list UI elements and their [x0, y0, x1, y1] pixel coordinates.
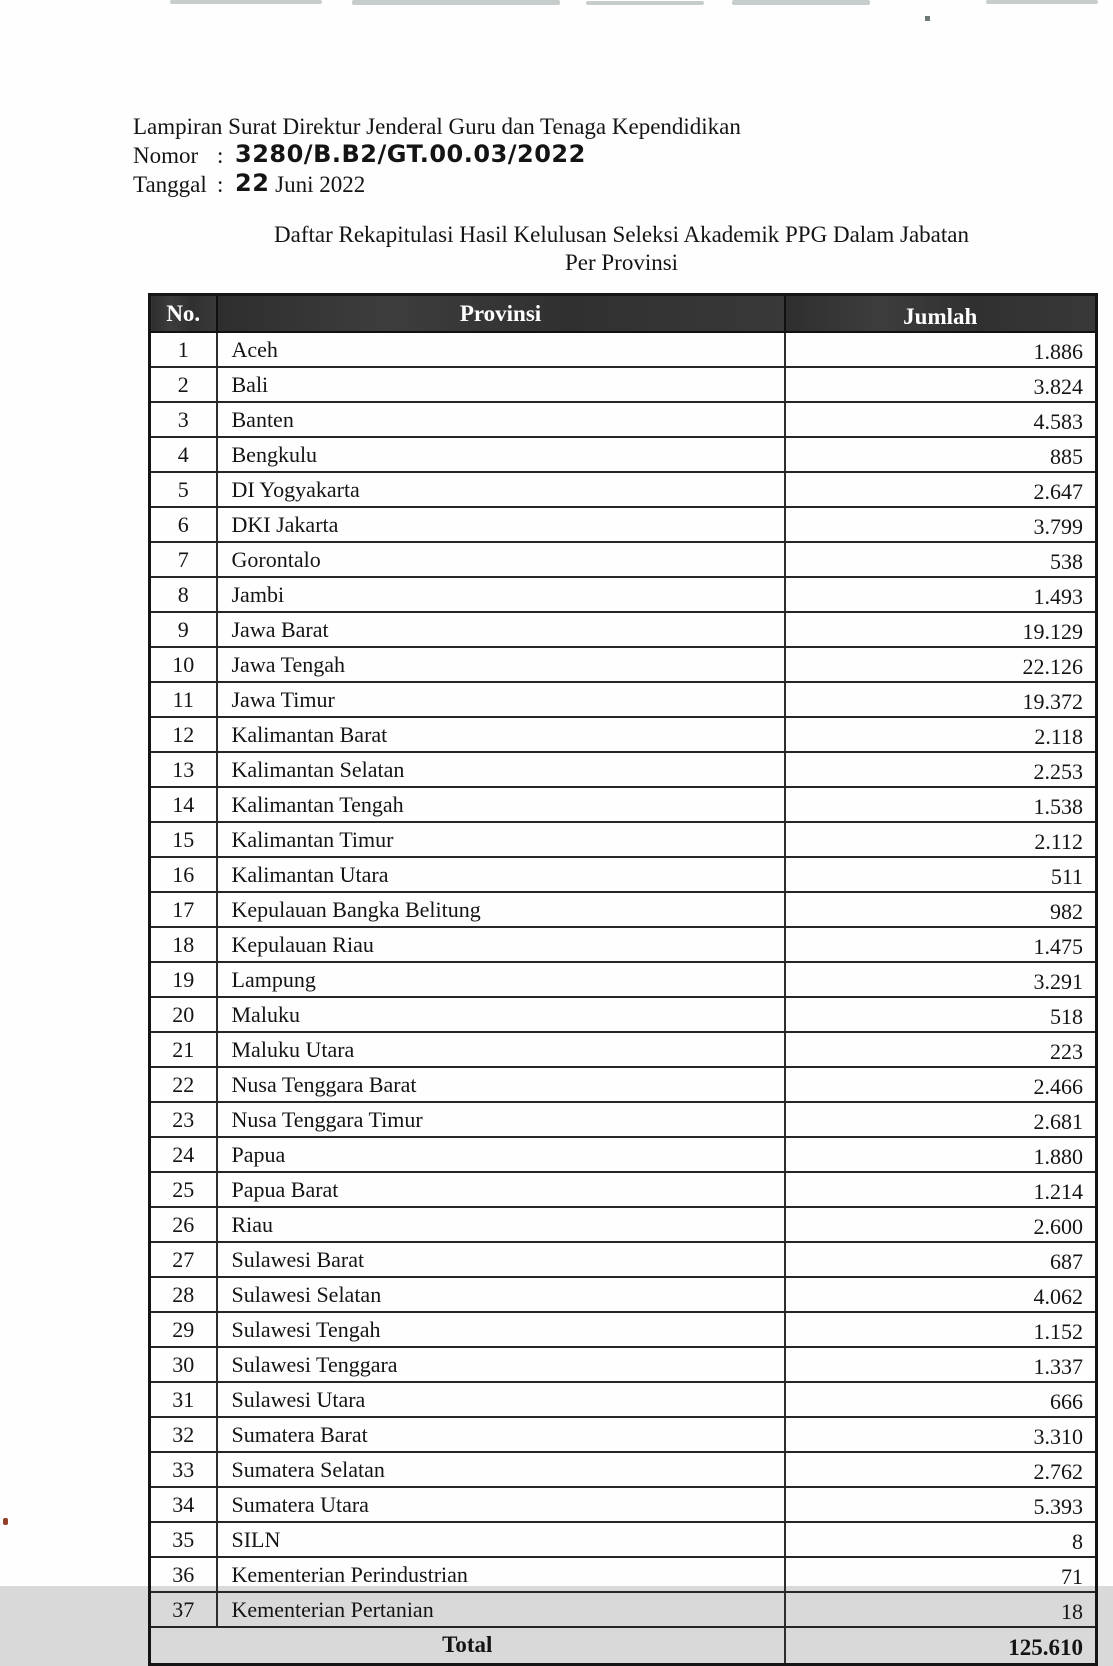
nomor-value-handwritten: 3280/B.B2/GT.00.03/2022 [235, 140, 586, 168]
row-number-cell: 22 [150, 1067, 217, 1102]
row-number-cell: 8 [150, 577, 217, 612]
count-cell: 2.647 [785, 472, 1097, 507]
row-number-cell: 5 [150, 472, 217, 507]
count-cell: 1.538 [785, 787, 1097, 822]
row-number-cell: 34 [150, 1487, 217, 1522]
row-number-cell: 23 [150, 1102, 217, 1137]
table-row [150, 822, 1097, 857]
table-row [150, 1452, 1097, 1487]
count-cell: 19.129 [785, 612, 1097, 647]
row-number-cell: 16 [150, 857, 217, 892]
count-cell: 5.393 [785, 1487, 1097, 1522]
table-row [150, 1067, 1097, 1102]
table-row [150, 507, 1097, 542]
row-number-cell: 36 [150, 1557, 217, 1592]
table-row [150, 1557, 1097, 1592]
tanggal-line [133, 170, 741, 199]
scan-artifact [732, 0, 870, 5]
province-cell: DI Yogyakarta [217, 472, 785, 507]
total-label: Total [150, 1627, 785, 1664]
row-number-cell: 2 [150, 367, 217, 402]
row-number-cell: 15 [150, 822, 217, 857]
row-number-cell: 26 [150, 1207, 217, 1242]
province-cell: Jambi [217, 577, 785, 612]
count-cell: 1.886 [785, 332, 1097, 367]
province-cell: Kepulauan Bangka Belitung [217, 892, 785, 927]
tanggal-colon: : [217, 172, 224, 197]
table-row [150, 1382, 1097, 1417]
count-cell: 2.600 [785, 1207, 1097, 1242]
table-row [150, 1417, 1097, 1452]
table-row [150, 1032, 1097, 1067]
table-row [150, 367, 1097, 402]
count-cell: 2.118 [785, 717, 1097, 752]
table-header [150, 295, 1097, 333]
province-cell: Sumatera Utara [217, 1487, 785, 1522]
letterhead [133, 112, 741, 199]
table-row [150, 1312, 1097, 1347]
province-cell: Nusa Tenggara Barat [217, 1067, 785, 1102]
province-cell: Sulawesi Tengah [217, 1312, 785, 1347]
table-row [150, 1277, 1097, 1312]
count-cell: 518 [785, 997, 1097, 1032]
count-cell: 982 [785, 892, 1097, 927]
row-number-cell: 21 [150, 1032, 217, 1067]
table-footer [150, 1627, 1097, 1664]
count-cell: 2.112 [785, 822, 1097, 857]
row-number-cell: 10 [150, 647, 217, 682]
count-cell: 3.310 [785, 1417, 1097, 1452]
count-cell: 8 [785, 1522, 1097, 1557]
scan-artifact [986, 0, 1098, 4]
scan-artifact [925, 16, 930, 21]
province-cell: Sulawesi Utara [217, 1382, 785, 1417]
scan-artifact [170, 0, 322, 4]
province-cell: SILN [217, 1522, 785, 1557]
lampiran-line: Lampiran Surat Direktur Jenderal Guru dan Tenaga Kependidikan [133, 114, 741, 139]
row-number-cell: 3 [150, 402, 217, 437]
table-row [150, 472, 1097, 507]
count-cell: 538 [785, 542, 1097, 577]
count-cell: 2.253 [785, 752, 1097, 787]
tanggal-label: Tanggal [133, 172, 207, 197]
header-jumlah: Jumlah [785, 295, 1097, 333]
count-cell: 687 [785, 1242, 1097, 1277]
row-number-cell: 4 [150, 437, 217, 472]
row-number-cell: 6 [150, 507, 217, 542]
count-cell: 2.681 [785, 1102, 1097, 1137]
row-number-cell: 1 [150, 332, 217, 367]
table-row [150, 1137, 1097, 1172]
header-provinsi: Provinsi [217, 295, 785, 333]
table-row [150, 1102, 1097, 1137]
count-cell: 1.475 [785, 927, 1097, 962]
count-cell: 71 [785, 1557, 1097, 1592]
table-row [150, 752, 1097, 787]
row-number-cell: 28 [150, 1277, 217, 1312]
province-cell: Kementerian Perindustrian [217, 1557, 785, 1592]
row-number-cell: 37 [150, 1592, 217, 1627]
document-title [148, 221, 1095, 277]
province-cell: Gorontalo [217, 542, 785, 577]
row-number-cell: 13 [150, 752, 217, 787]
row-number-cell: 33 [150, 1452, 217, 1487]
row-number-cell: 20 [150, 997, 217, 1032]
nomor-line [133, 141, 741, 170]
table-row [150, 612, 1097, 647]
table-row [150, 332, 1097, 367]
count-cell: 223 [785, 1032, 1097, 1067]
table-row [150, 402, 1097, 437]
count-cell: 1.214 [785, 1172, 1097, 1207]
province-cell: Kalimantan Utara [217, 857, 785, 892]
row-number-cell: 7 [150, 542, 217, 577]
count-cell: 2.762 [785, 1452, 1097, 1487]
province-cell: DKI Jakarta [217, 507, 785, 542]
province-cell: Kalimantan Selatan [217, 752, 785, 787]
province-cell: Jawa Tengah [217, 647, 785, 682]
table-row [150, 1242, 1097, 1277]
row-number-cell: 25 [150, 1172, 217, 1207]
count-cell: 666 [785, 1382, 1097, 1417]
province-cell: Maluku Utara [217, 1032, 785, 1067]
row-number-cell: 24 [150, 1137, 217, 1172]
province-cell: Banten [217, 402, 785, 437]
title-line-2: Per Provinsi [564, 250, 679, 275]
row-number-cell: 30 [150, 1347, 217, 1382]
recap-table [148, 293, 1098, 1666]
count-cell: 1.493 [785, 577, 1097, 612]
province-cell: Sulawesi Tenggara [217, 1347, 785, 1382]
count-cell: 4.583 [785, 402, 1097, 437]
row-number-cell: 18 [150, 927, 217, 962]
nomor-label: Nomor [133, 143, 199, 168]
province-cell: Papua Barat [217, 1172, 785, 1207]
total-value: 125.610 [785, 1627, 1097, 1664]
province-cell: Kepulauan Riau [217, 927, 785, 962]
province-cell: Bengkulu [217, 437, 785, 472]
province-cell: Kalimantan Timur [217, 822, 785, 857]
province-cell: Kalimantan Tengah [217, 787, 785, 822]
province-cell: Sulawesi Selatan [217, 1277, 785, 1312]
table-header-row [150, 295, 1097, 333]
scan-artifact [3, 1518, 8, 1525]
table-row [150, 787, 1097, 822]
table-row [150, 542, 1097, 577]
row-number-cell: 9 [150, 612, 217, 647]
scan-artifact [586, 1, 704, 5]
row-number-cell: 19 [150, 962, 217, 997]
nomor-colon: : [217, 143, 224, 168]
count-cell: 3.291 [785, 962, 1097, 997]
count-cell: 1.880 [785, 1137, 1097, 1172]
row-number-cell: 17 [150, 892, 217, 927]
scan-artifact [352, 0, 560, 5]
table-row [150, 857, 1097, 892]
count-cell: 19.372 [785, 682, 1097, 717]
province-cell: Sulawesi Barat [217, 1242, 785, 1277]
province-cell: Lampung [217, 962, 785, 997]
province-cell: Jawa Barat [217, 612, 785, 647]
table-body [150, 332, 1097, 1627]
table-row [150, 577, 1097, 612]
count-cell: 3.799 [785, 507, 1097, 542]
row-number-cell: 29 [150, 1312, 217, 1347]
table-row [150, 1522, 1097, 1557]
row-number-cell: 14 [150, 787, 217, 822]
province-cell: Papua [217, 1137, 785, 1172]
count-cell: 885 [785, 437, 1097, 472]
count-cell: 4.062 [785, 1277, 1097, 1312]
province-cell: Nusa Tenggara Timur [217, 1102, 785, 1137]
count-cell: 1.337 [785, 1347, 1097, 1382]
table-row [150, 717, 1097, 752]
row-number-cell: 31 [150, 1382, 217, 1417]
province-cell: Sumatera Barat [217, 1417, 785, 1452]
row-number-cell: 27 [150, 1242, 217, 1277]
province-cell: Maluku [217, 997, 785, 1032]
province-cell: Kalimantan Barat [217, 717, 785, 752]
header-no: No. [150, 295, 217, 333]
count-cell: 3.824 [785, 367, 1097, 402]
row-number-cell: 11 [150, 682, 217, 717]
table-row [150, 962, 1097, 997]
province-cell: Kementerian Pertanian [217, 1592, 785, 1627]
province-cell: Jawa Timur [217, 682, 785, 717]
table-row [150, 1487, 1097, 1522]
table-row [150, 1172, 1097, 1207]
province-cell: Aceh [217, 332, 785, 367]
count-cell: 511 [785, 857, 1097, 892]
title-line-1: Daftar Rekapitulasi Hasil Kelulusan Seleksi Akademik PPG Dalam Jabatan [274, 222, 969, 247]
tanggal-rest: Juni 2022 [275, 172, 366, 197]
row-number-cell: 32 [150, 1417, 217, 1452]
province-cell: Riau [217, 1207, 785, 1242]
count-cell: 22.126 [785, 647, 1097, 682]
count-cell: 2.466 [785, 1067, 1097, 1102]
province-cell: Bali [217, 367, 785, 402]
tanggal-day-handwritten: 22 [235, 169, 270, 197]
table-row [150, 997, 1097, 1032]
table-row [150, 682, 1097, 717]
table-row [150, 437, 1097, 472]
table-row [150, 1347, 1097, 1382]
table-row [150, 892, 1097, 927]
province-cell: Sumatera Selatan [217, 1452, 785, 1487]
table-row [150, 647, 1097, 682]
table-row [150, 1592, 1097, 1627]
total-row [150, 1627, 1097, 1664]
count-cell: 1.152 [785, 1312, 1097, 1347]
table-row [150, 927, 1097, 962]
row-number-cell: 12 [150, 717, 217, 752]
row-number-cell: 35 [150, 1522, 217, 1557]
table-row [150, 1207, 1097, 1242]
count-cell: 18 [785, 1592, 1097, 1627]
